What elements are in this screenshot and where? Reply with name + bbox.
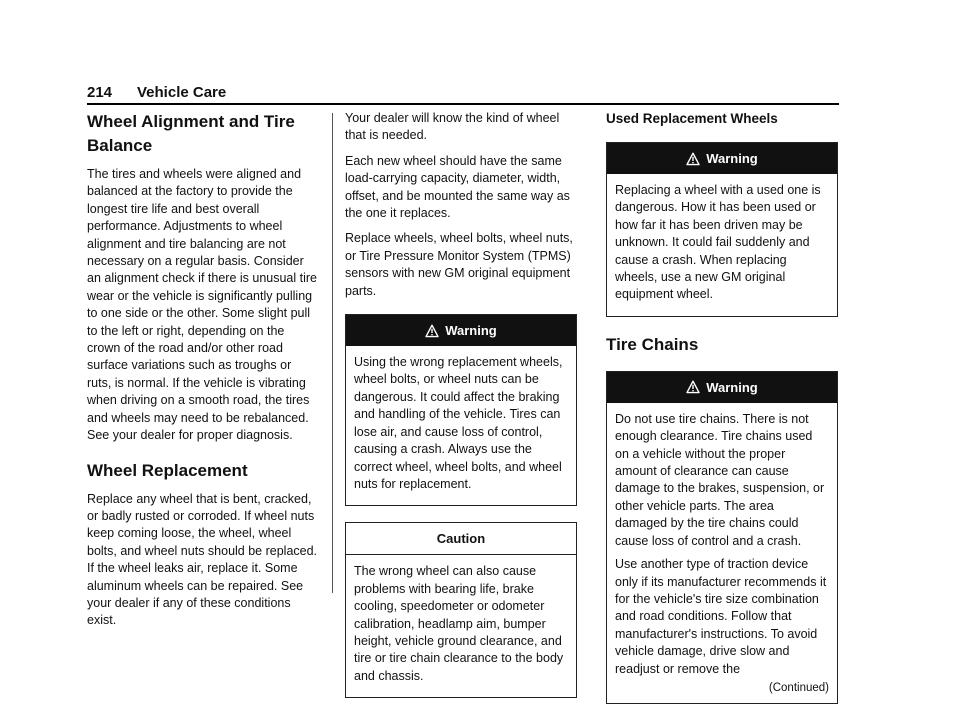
- column-3: [606, 110, 838, 720]
- warning-text: Replacing a wheel with a used one is dangerous. How it has been used or how far it has been driven may be unknown. It could fail suddenly and cause a crash. When replacing wheels, use a new GM original equipment wheel.: [615, 183, 821, 302]
- paragraph-replacement: Replace any wheel that is bent, cracked, or badly rusted or corroded. If wheel nuts keep coming loose, the wheel, wheel bolts, and wheel nuts should be replaced. If the wheel leaks air, replace it. Some aluminum wheels can be repaired. See your dealer if any of these conditions exist.: [87, 491, 318, 628]
- warning-triangle-icon: [686, 380, 700, 394]
- section-title: Vehicle Care: [137, 84, 227, 101]
- warning-box: [345, 314, 577, 506]
- header-rule: [87, 103, 839, 105]
- warning-triangle-icon: [425, 324, 439, 338]
- warning-box-tire-chains: [606, 371, 838, 705]
- paragraph-new-wheel: Each new wheel should have the same load-carrying capacity, diameter, width, offset, and be mounted the same way as the one it replaces.: [345, 153, 570, 221]
- warning-label: Warning: [706, 379, 758, 395]
- heading-tire-chains: Tire Chains: [606, 334, 699, 354]
- warning-header: [607, 143, 837, 174]
- heading-used-wheels: Used Replacement Wheels: [606, 111, 778, 126]
- caution-header: [346, 523, 576, 555]
- column-2: [345, 110, 577, 714]
- warning-text-2: Use another type of traction device only if its manufacturer recommends it for the vehicle's tire size combination and road conditions. Follow that manufacturer's instructions. To avoid vehicle damage, drive slow and readjust or remove the: [615, 557, 827, 676]
- caution-label: Caution: [436, 531, 486, 547]
- paragraph-replace-parts: Replace wheels, wheel bolts, wheel nuts, or Tire Pressure Monitor System (TPMS) sensors with new GM original equipment parts.: [345, 231, 573, 298]
- column-1: [87, 110, 319, 638]
- warning-header: [607, 372, 837, 403]
- warning-box-used-wheel: [606, 142, 838, 317]
- page-number: 214: [87, 84, 113, 101]
- warning-text: Using the wrong replacement wheels, wheel bolts, or wheel nuts can be dangerous. It could affect the braking and handling of the vehicle. Tires can lose air, and cause loss of control, causing a crash. Always use the correct wheel, wheel bolts, and wheel nuts for replacement.: [354, 355, 563, 491]
- heading-wheel-replacement: Wheel Replacement: [87, 460, 248, 480]
- warning-triangle-icon: [686, 152, 700, 166]
- caution-box: [345, 522, 577, 698]
- continued-label: (Continued): [768, 681, 829, 694]
- warning-label: Warning: [445, 322, 497, 338]
- column-divider: [332, 113, 333, 593]
- heading-wheel-alignment: Wheel Alignment and Tire Balance: [87, 112, 295, 155]
- warning-header: [346, 315, 576, 346]
- warning-text-1: Do not use tire chains. There is not enough clearance. Tire chains used on a vehicle without the proper amount of clearance can cause damage to the brakes, suspension, or other vehicle parts. The area damaged by the tire chains could cause loss of control and a crash.: [615, 411, 825, 548]
- page-header: [87, 84, 839, 104]
- paragraph-alignment: The tires and wheels were aligned and balanced at the factory to provide the longest tire life and best overall performance. Adjustments to wheel alignment and tire balancing are not necessary on a regular basis. Consider an alignment check if there is unusual tire wear or the vehicle is significantly pulling to one side or the other. Some slight pull to the left or right, depending on the crown of the road and/or other road surface variations such as troughs or ruts, is normal. If the vehicle is vibrating when driving on a smooth road, the tires and wheels may need to be rebalanced. See your dealer for proper diagnosis.: [87, 167, 317, 443]
- warning-label: Warning: [706, 150, 758, 166]
- caution-text: The wrong wheel can also cause problems with bearing life, brake cooling, speedometer or odometer calibration, headlamp aim, bumper height, vehicle ground clearance, and tire or tire chain clearance to the body and chassis.: [354, 564, 564, 683]
- paragraph-dealer: Your dealer will know the kind of wheel that is needed.: [345, 111, 560, 143]
